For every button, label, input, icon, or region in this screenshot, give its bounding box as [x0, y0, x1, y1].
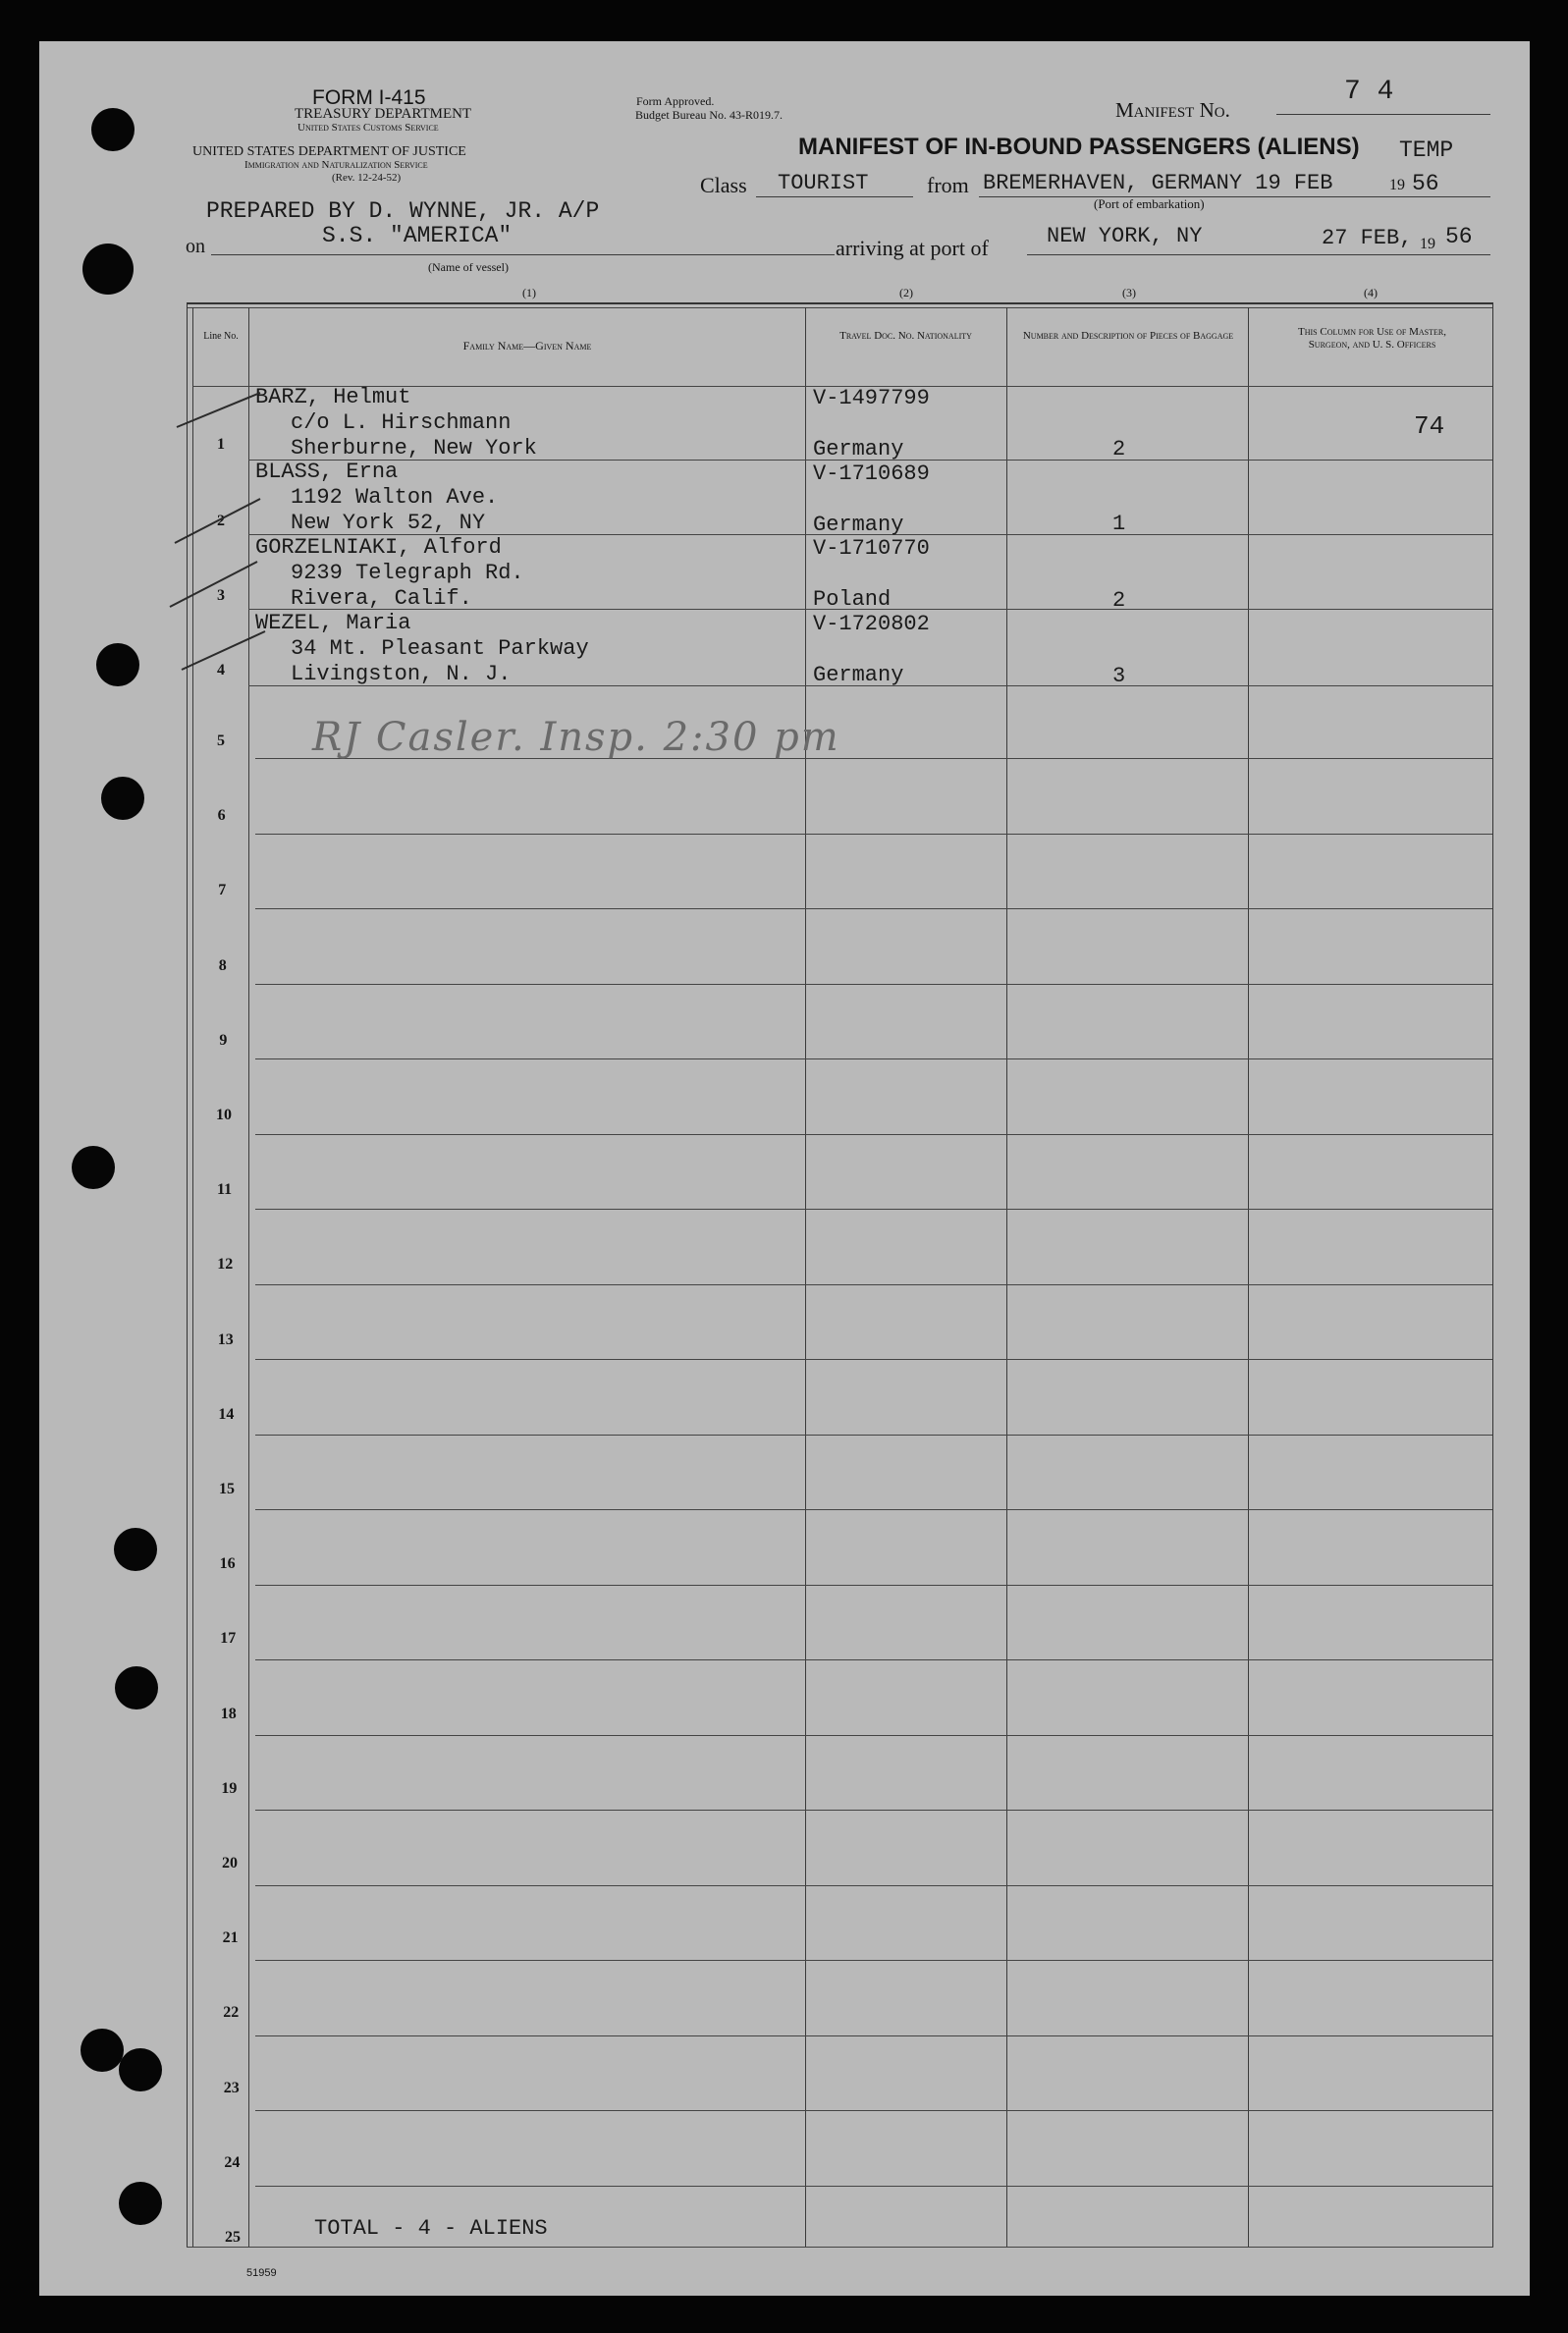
form-number: FORM I-415 — [312, 86, 426, 109]
passenger-address: Sherburne, New York — [291, 436, 537, 461]
punch-hole — [72, 1146, 115, 1189]
line-number: 20 — [222, 1855, 238, 1872]
customs-service: United States Customs Service — [297, 122, 439, 134]
passenger-address: 34 Mt. Pleasant Parkway — [291, 636, 589, 661]
inspector-signature: RJ Casler. Insp. 2:30 pm — [312, 715, 840, 760]
passenger-name: GORZELNIAKI, Alford — [255, 535, 502, 560]
line-number: 23 — [223, 2080, 240, 2096]
total-aliens: TOTAL - 4 - ALIENS — [314, 2216, 548, 2241]
travel-doc-no: V-1710770 — [813, 536, 930, 561]
port-caption: (Port of embarkation) — [1094, 196, 1205, 211]
punch-hole — [114, 1528, 157, 1571]
arriving-year-typed: 56 — [1445, 224, 1473, 249]
officer-note: 74 — [1414, 411, 1445, 441]
row-rule — [255, 1284, 1492, 1285]
row-rule — [255, 1134, 1492, 1135]
row-rule — [255, 834, 1492, 835]
vessel-caption: (Name of vessel) — [428, 260, 509, 274]
nationality: Poland — [813, 587, 892, 612]
class-value: TOURIST — [778, 171, 869, 195]
row-rule — [255, 984, 1492, 985]
manifest-title: MANIFEST OF IN-BOUND PASSENGERS (ALIENS) — [798, 134, 1360, 160]
baggage-count: 2 — [1112, 437, 1126, 461]
travel-doc-no: V-1497799 — [813, 386, 930, 410]
line-number: 17 — [220, 1630, 237, 1647]
line-number: 5 — [217, 732, 225, 749]
line-number: 2 — [217, 513, 225, 529]
col-num-4: (4) — [1364, 286, 1378, 299]
arriving-label: arriving at port of — [836, 236, 989, 260]
baggage-count: 3 — [1112, 664, 1126, 688]
title-suffix: TEMP — [1399, 137, 1454, 163]
punch-hole — [119, 2048, 162, 2091]
punch-hole — [115, 1666, 158, 1709]
line-number: 4 — [217, 662, 225, 678]
on-label: on — [186, 236, 205, 257]
budget-bureau: Budget Bureau No. 43-R019.7. — [635, 108, 783, 122]
line-number: 6 — [217, 807, 226, 824]
punch-hole — [91, 108, 135, 151]
row-rule — [255, 1435, 1492, 1436]
arriving-port: NEW YORK, NY — [1047, 224, 1203, 248]
line-number: 25 — [225, 2229, 241, 2246]
header-officers: This Column for Use of Master, Surgeon, and U. S. Officers — [1298, 326, 1446, 351]
line-number: 1 — [217, 436, 225, 453]
line-number: 15 — [219, 1481, 235, 1497]
passenger-address: c/o L. Hirschmann — [291, 410, 512, 435]
line-number: 19 — [221, 1780, 238, 1797]
punch-hole — [81, 2029, 124, 2072]
row-rule — [255, 2186, 1492, 2187]
col-num-1: (1) — [522, 286, 536, 299]
arriving-date: 27 FEB, — [1322, 226, 1413, 250]
from-year-printed: 19 — [1389, 177, 1405, 193]
col-num-3: (3) — [1122, 286, 1136, 299]
manifest-no-value: 7 4 — [1344, 77, 1394, 107]
header-line-no: Line No. — [203, 331, 239, 342]
passenger-name: WEZEL, Maria — [255, 611, 411, 635]
line-number: 10 — [216, 1107, 232, 1123]
vessel-name: S.S. "AMERICA" — [322, 223, 513, 248]
from-year-typed: 56 — [1412, 171, 1439, 196]
baggage-count: 2 — [1112, 588, 1126, 613]
arriving-year-printed: 19 — [1420, 236, 1435, 252]
passenger-address: 9239 Telegraph Rd. — [291, 561, 524, 585]
passenger-name: BLASS, Erna — [255, 460, 399, 484]
col-num-2: (2) — [899, 286, 913, 299]
passenger-address: Livingston, N. J. — [291, 662, 512, 686]
line-number: 11 — [217, 1181, 233, 1198]
line-number: 13 — [217, 1331, 234, 1348]
travel-doc-no: V-1710689 — [813, 461, 930, 486]
revision-note: (Rev. 12-24-52) — [332, 172, 402, 184]
manifest-no-label: Manifest No. — [1115, 98, 1230, 122]
passenger-address: 1192 Walton Ave. — [291, 485, 499, 510]
travel-doc-no: V-1720802 — [813, 612, 930, 636]
passenger-address: New York 52, NY — [291, 511, 486, 535]
row-rule — [255, 1359, 1492, 1360]
footer-code: 51959 — [246, 2267, 277, 2279]
line-number: 24 — [224, 2154, 241, 2171]
from-value: BREMERHAVEN, GERMANY 19 FEB — [983, 171, 1333, 195]
row-rule — [255, 1735, 1492, 1736]
row-rule — [255, 1209, 1492, 1210]
form-approved: Form Approved. — [636, 94, 715, 108]
line-number: 7 — [218, 882, 227, 898]
justice-dept: UNITED STATES DEPARTMENT OF JUSTICE — [192, 144, 466, 159]
nationality: Germany — [813, 437, 904, 461]
check-marks — [167, 373, 275, 697]
row-rule — [255, 1885, 1492, 1886]
row-rule — [255, 908, 1492, 909]
nationality: Germany — [813, 513, 904, 537]
punch-hole — [119, 2182, 162, 2225]
line-number: 12 — [217, 1256, 234, 1273]
line-number: 18 — [220, 1706, 237, 1722]
baggage-count: 1 — [1112, 512, 1126, 536]
passenger-address: Rivera, Calif. — [291, 586, 472, 611]
punch-hole — [101, 777, 144, 820]
punch-hole — [82, 244, 134, 295]
passenger-name: BARZ, Helmut — [255, 385, 411, 409]
punch-hole — [96, 643, 139, 686]
prepared-by: PREPARED BY D. WYNNE, JR. A/P — [206, 198, 600, 224]
row-rule — [255, 2110, 1492, 2111]
line-number: 14 — [218, 1406, 235, 1423]
line-number: 21 — [222, 1929, 239, 1946]
line-number: 8 — [218, 957, 227, 974]
row-rule — [255, 1509, 1492, 1510]
row-rule — [255, 2035, 1492, 2036]
line-number: 9 — [219, 1032, 228, 1049]
row-rule — [255, 1659, 1492, 1660]
line-number: 3 — [217, 587, 225, 604]
nationality: Germany — [813, 663, 904, 687]
header-name: Family Name—Given Name — [462, 339, 592, 353]
line-number: 22 — [223, 2004, 240, 2021]
from-label: from — [927, 173, 969, 197]
ins-service: Immigration and Naturalization Service — [244, 159, 428, 171]
row-rule — [255, 1585, 1492, 1586]
line-number: 16 — [219, 1555, 236, 1572]
treasury-dept: TREASURY DEPARTMENT — [295, 106, 472, 122]
header-doc: Travel Doc. No. Nationality — [839, 330, 972, 342]
row-rule — [255, 1058, 1492, 1059]
class-label: Class — [700, 173, 747, 197]
row-rule — [255, 1810, 1492, 1811]
header-baggage: Number and Description of Pieces of Baggage — [1022, 330, 1234, 342]
row-rule — [255, 1960, 1492, 1961]
